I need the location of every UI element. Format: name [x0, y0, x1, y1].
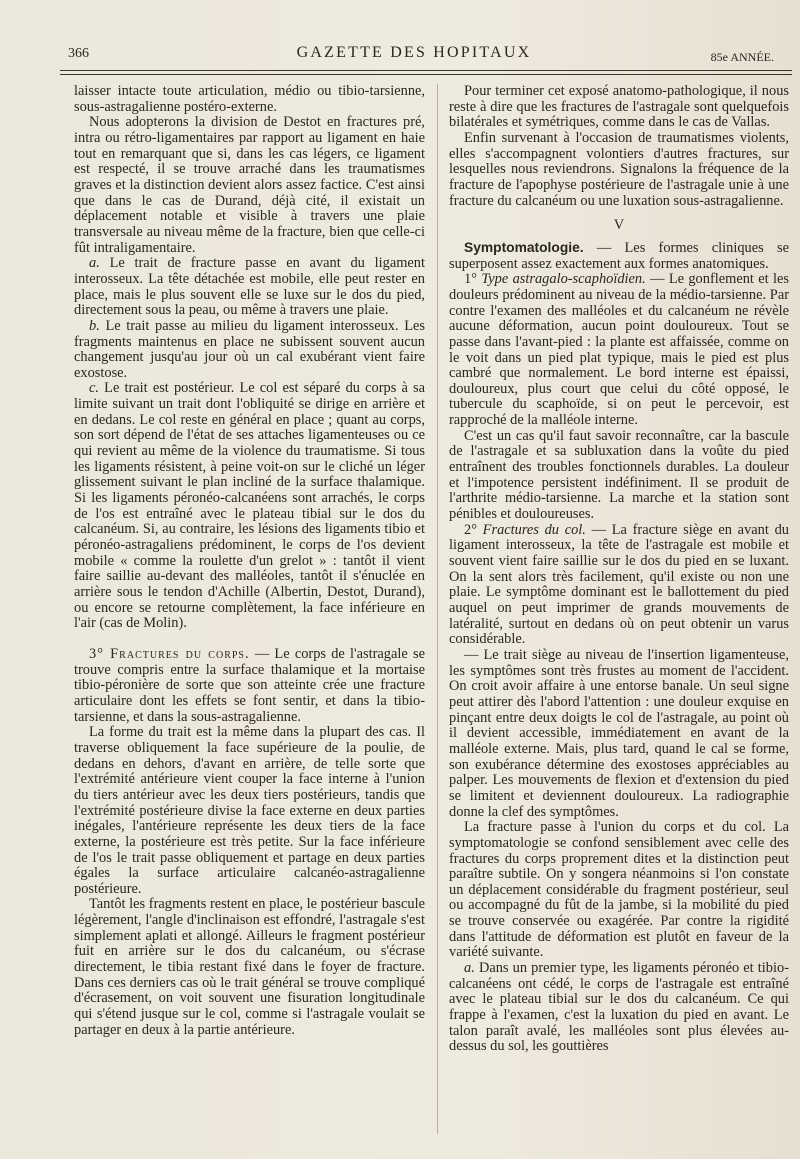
paragraph-text: — Le corps de l'astragale se trouve compris entre la surface thalamique et la mortaise tibio-péronière de sorte que son atteinte crée une fracture articulaire dont les effets se font sentir, et dans la tibio-tarsienne, et dans la sous-astragalienne.	[74, 645, 425, 725]
paragraph	[449, 272, 789, 429]
subsection-title: Fractures du col.	[482, 521, 586, 538]
item-letter: a.	[464, 960, 475, 977]
section-heading: Symptomatologie.	[464, 239, 584, 255]
paragraph: Tantôt les fragments restent en place, le postérieur bascule légèrement, l'angle d'inclinaison est effondré, l'astragale s'est simplement aplati et allongé. Ailleurs le fragment postérieur fuit en arrière sur le dos du calcanéum, ou s'écrase directement, le tibia restant fixé dans le foyer de fracture. Dans ces derniers cas où le trait général se trouve compliqué d'écrasement, on voit souvent une fisuration longitudinale qui s'étend jusque sur le col, comme si l'astragale voulait se partager en deux à la partie antérieure.	[74, 896, 425, 1038]
paragraph: Nous adopterons la division de Destot en fractures pré, intra ou rétro-ligamentaires par rapport au ligament en haie tout en remarquant que si, dans les cas légers, ce ligament est respecté, il se trouve arraché dans les traumatismes graves et la distinction devient alors assez factice. C'est ainsi que dans le cas de Durand, déjà cité, il existait un déplacement notable et visible à travers une plaie transversale au niveau même de la fracture, bien que celle-ci fût intraligamentaire.	[74, 114, 425, 256]
subsection-title: Type astragalo-scaphoïdien.	[481, 271, 646, 288]
paragraph: laisser intacte toute articulation, médio ou tibio-tarsienne, sous-astragalienne postéro-externe.	[74, 84, 425, 115]
column-divider	[437, 84, 438, 1134]
paragraph: La fracture passe à l'union du corps et du col. La symptomatologie se confond sensiblement avec celle des fractures du corps proprement dites et la distinction peut paraître subtile. On y songera néanmoins si l'on constate un déplacement considérable du fragment postérieur, seul ou accompagné du fût de la jambe, si la mobilité du pied se trouve conservée ou exagérée. Par contre la rigidité dans l'attitude de déformation est plutôt en faveur de la variété suivante.	[449, 819, 789, 961]
paragraph	[449, 240, 789, 272]
header-rule-thin	[60, 74, 792, 75]
section-numeral: V	[613, 217, 625, 234]
paragraph	[74, 647, 425, 725]
paragraph	[449, 523, 789, 648]
paragraph	[74, 256, 425, 319]
paragraph: — Le trait siège au niveau de l'insertion ligamenteuse, les symptômes sont très frustes au moment de l'accident. On croit avoir affaire à une entorse banale. Un seul signe peut attirer dès l'abord l'attention : une douleur exquise en pinçant entre deux doigts le col de l'astragale, au point où il devient accessible, immédiatement en avant de la malléole externe. Mais, plus tard, quand le cal se forme, son exubérance détermine des exostoses appréciables au palper. Les mouvements de flexion et d'extension du pied se limitent et deviennent douloureux. La radiographie donne la clef des symptômes.	[449, 646, 789, 820]
journal-title: GAZETTE DES HOPITAUX	[296, 44, 532, 61]
page-header	[48, 40, 780, 70]
page-number: 366	[68, 46, 89, 61]
paragraph-text: Le trait est postérieur. Le col est séparé du corps à sa limite suivant un trait dont l'obliquité se dirige en arrière et en dedans. Le col reste en général en place ; quant au corps, son sort dépend de l'état de ses attaches ligamenteuses ou ce qui revient au même de la violence du traumatisme. Si tous les ligaments résistent, à peine voit-on sur le cliché un léger glissement suivant le plan incliné de la surface thalamique. Si les ligaments péronéo-calcanéens sont arrachés, le corps de l'os est entraîné avec le plateau tibial sur le dos du calcanéum. Si, au contraire, les lésions des ligaments tibio et péronéo-astragaliens prédominent, le corps de l'os devient mobile « comme la roulette d'un grelot » : tantôt il vient faire saillie au-devant des malléoles, tantôt il s'énuclée en arrière sous le tendon d'Achille (Albertin, Destot, Durand), ou encore se retourne complètement, la face inférieure en l'air (cas de Molin).	[74, 380, 425, 632]
paragraph-text: Le trait de fracture passe en avant du ligament interosseux. La tête détachée est mobile, elle peut rester en place, mais le plus souvent elle se luxe sur le dos du pied, directement sous la peau, ou même à travers une plaie.	[74, 255, 425, 319]
paragraph: Enfin survenant à l'occasion de traumatismes violents, elles s'accompagnent volontiers d'autres fractures, sur lesquelles nous reviendrons. Signalons la fréquence de la fracture de l'apophyse postérieure de l'astragale unie à une fracture du calcanéum ou une luxation sous-astragalienne.	[449, 129, 789, 209]
item-letter: a.	[89, 255, 100, 272]
paragraph	[74, 319, 425, 382]
item-letter: b.	[89, 317, 100, 334]
paragraph-text: — Le gonflement et les douleurs prédominent au niveau de la médio-tarsienne. Par contre l'examen des malléoles et du calcanéum ne révèle aucune déformation, aucun point douloureux. Tout se passe dans l'avant-pied : la plante est affaissée, comme on le voit dans un pied plat typique, mais le pied est plus cambré que normalement. Le bord interne est épaissi, douloureux, plus court que celui du côté opposé, le tubercule du scaphoïde, si on peut le percevoir, est rapproché de la malléole interne.	[449, 271, 789, 429]
year-label: 85e ANNÉE.	[710, 50, 774, 64]
paragraph: La forme du trait est la même dans la plupart des cas. Il traverse obliquement la face supérieure de la poulie, de dedans en dehors, d'avant en arrière, de telle sorte que l'extrémité antérieure vient couper la face interne à l'union du tiers antérieur avec les deux tiers postérieurs, tandis que l'extrémité postérieure divise la face externe en deux parties inégales, l'antérieure représente les deux tiers de la face externe, la postérieure est très petite. Sur la face inférieure de l'os le trait passe obliquement et partage en deux parties égales la surface articulaire calcanéo-astragalienne postérieure.	[74, 724, 425, 897]
paragraph-text: Le trait passe au milieu du ligament interosseux. Les fragments maintenus en place ne subissent souvent aucun changement jusqu'au jour où un cal exubérant vient faire exostose.	[74, 317, 425, 381]
left-column	[74, 84, 425, 1142]
right-column	[449, 84, 789, 1142]
paragraph: Pour terminer cet exposé anatomo-pathologique, il nous reste à dire que les fractures de l'astragale sont quelquefois bilatérales et symétriques, comme dans le cas de Vallas.	[449, 84, 789, 131]
paragraph-text: — La fracture siège en avant du ligament interosseux, la tête de l'astragale est mobile et souvent vient faire saillie sur le dos du pied en se luxant. On la sent alors très facilement, qu'il existe ou non une plaie. Le symptôme dominant est le ballottement du pied auquel on peut imprimer de grands mouvements de latéralité, surtout en dedans où on peut obtenir un varus considérable.	[449, 521, 789, 648]
item-number: 2°	[464, 521, 483, 538]
paragraph: C'est un cas qu'il faut savoir reconnaître, car la bascule de l'astragale et sa subluxation dans la voûte du pied entraînent des troubles fonctionnels durables. La douleur et l'impotence persistent indéfiniment. Il se produit de l'arthrite médio-tarsienne. La marche et la station sont pénibles et douloureuses.	[449, 427, 789, 523]
paragraph	[449, 961, 789, 1055]
paragraph-text: — Les formes cliniques se superposent assez exactement aux formes anatomiques.	[449, 239, 789, 272]
item-letter: c.	[89, 380, 99, 397]
paragraph	[74, 381, 425, 632]
subsection-heading: 3° Fractures du corps.	[89, 645, 250, 662]
header-rule-thick	[60, 70, 792, 71]
item-number: 1°	[464, 271, 482, 288]
paragraph-text: Dans un premier type, les ligaments péronéo et tibio-calcanéens ont cédé, le corps de l'astragale est entraîné avec le plateau tibial sur le dos du calcanéum. Ce qui frappe à l'examen, c'est la luxation du pied en avant. Le talon paraît avalé, les malléoles sont plus élevées au-dessus du sol, les gouttières	[449, 960, 789, 1055]
